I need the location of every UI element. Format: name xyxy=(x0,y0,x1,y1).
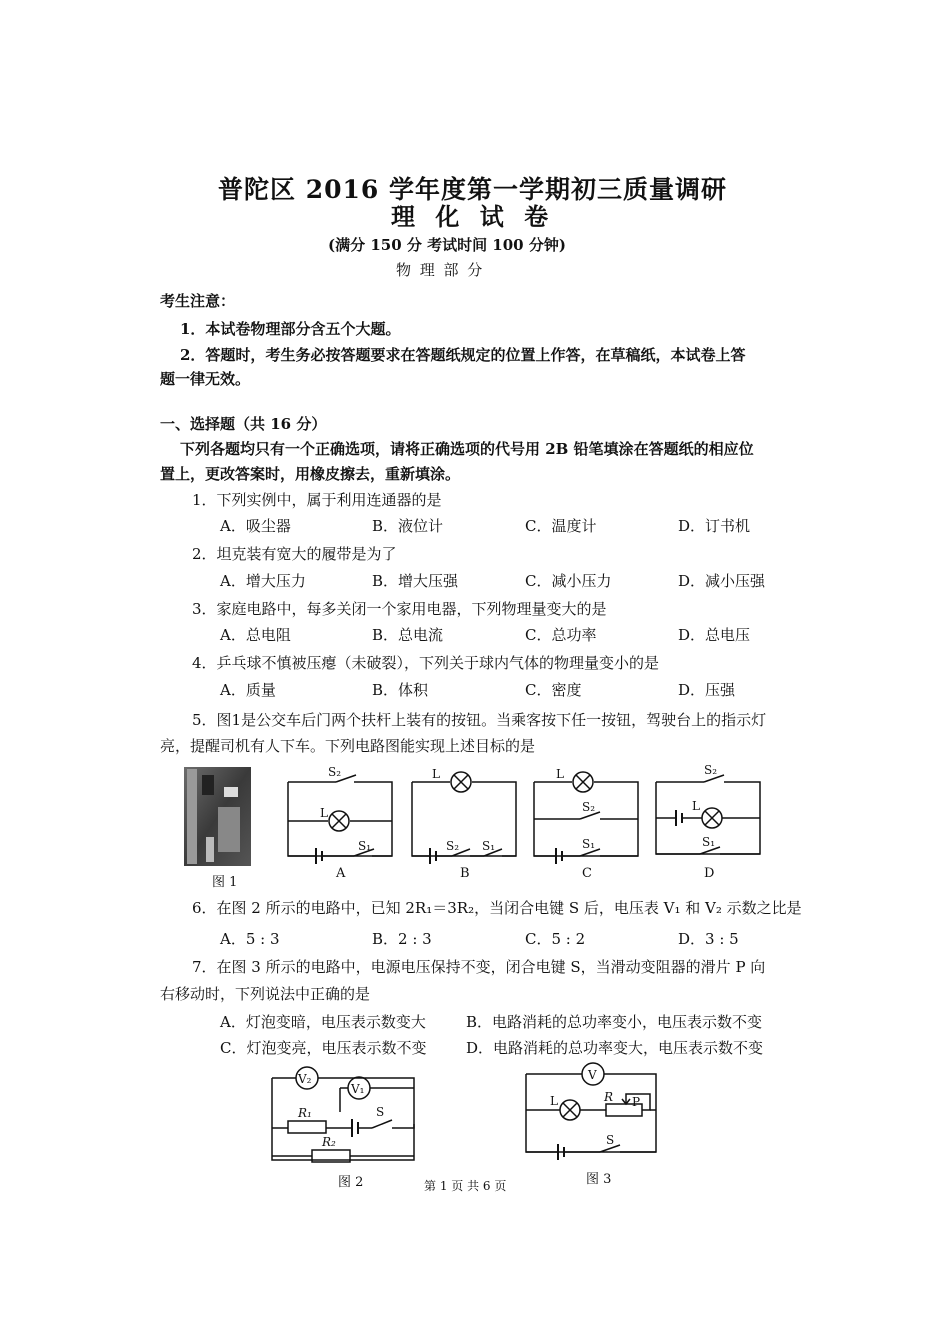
part1-heading: 一、选择题（共 16 分） xyxy=(160,415,327,433)
circuit-d-label: D xyxy=(704,866,715,881)
question-7-stem: 7．在图 3 所示的电路中，电源电压保持不变，闭合电键 S，当滑动变阻器的滑片 P 向 xyxy=(192,958,766,976)
q7-option-b: B．电路消耗的总功率变小，电压表示数不变 xyxy=(466,1013,763,1031)
question-5-stem-cont: 亮，提醒司机有人下车。下列电路图能实现上述目标的是 xyxy=(160,737,536,755)
part1-intro-cont: 置上，更改答案时，用橡皮擦去，重新填涂。 xyxy=(160,465,461,483)
circuit-b-diagram xyxy=(408,764,520,864)
circuit-d-s2-label: S₂ xyxy=(704,763,718,777)
q3-option-a: A．总电阻 xyxy=(220,626,291,644)
part1-intro: 下列各题均只有一个正确选项，请将正确选项的代号用 2B 铅笔填涂在答题纸的相应位 xyxy=(180,440,754,458)
notice-item-2: 2．答题时，考生务必按答题要求在答题纸规定的位置上作答，在草稿纸，本试卷上答 xyxy=(180,346,746,364)
figure-1-caption: 图 1 xyxy=(212,875,238,890)
question-4-stem: 4．乒乓球不慎被压瘪（未破裂），下列关于球内气体的物理量变小的是 xyxy=(192,654,660,672)
circuit-b-s2-label: S₂ xyxy=(446,839,460,853)
circuit-a-l-label: L xyxy=(320,806,328,820)
circuit-b-label: B xyxy=(460,866,470,881)
figure-2-r2-label: R₂ xyxy=(322,1135,336,1149)
exam-subtitle: 理 化 试 卷 xyxy=(391,202,555,231)
q2-option-c: C．减小压力 xyxy=(525,572,612,590)
q3-option-b: B．总电流 xyxy=(372,626,444,644)
q6-option-d: D．3 : 5 xyxy=(678,930,739,948)
figure-3-v-label: V xyxy=(588,1068,597,1082)
q7-option-c: C．灯泡变亮，电压表示数不变 xyxy=(220,1039,427,1057)
circuit-a-diagram xyxy=(284,764,396,864)
q3-option-c: C．总功率 xyxy=(525,626,597,644)
q4-option-b: B．体积 xyxy=(372,681,429,699)
circuit-a-label: A xyxy=(336,866,346,881)
figure-2-v1-label: V₁ xyxy=(351,1082,365,1096)
q2-option-a: A．增大压力 xyxy=(220,572,306,590)
figure-3-l-label: L xyxy=(550,1094,558,1108)
page-number: 第 1 页 共 6 页 xyxy=(424,1179,507,1193)
circuit-b-s1-label: S₁ xyxy=(482,839,496,853)
circuit-c-s2-label: S₂ xyxy=(582,800,596,814)
circuit-c-s1-label: S₁ xyxy=(582,837,596,851)
figure-2-circuit xyxy=(268,1064,422,1168)
q3-option-d: D．总电压 xyxy=(678,626,751,644)
figure-3-caption: 图 3 xyxy=(586,1172,612,1187)
question-6-stem: 6．在图 2 所示的电路中，已知 2R₁＝3R₂，当闭合电键 S 后，电压表 V₁ 和 V₂ 示数之比是 xyxy=(192,899,802,917)
q1-option-b: B．液位计 xyxy=(372,517,444,535)
question-5-stem: 5．图1是公交车后门两个扶杆上装有的按钮。当乘客按下任一按钮，驾驶台上的指示灯 xyxy=(192,711,767,729)
q2-option-d: D．减小压强 xyxy=(678,572,766,590)
circuit-a-s1-label: S₁ xyxy=(358,839,372,853)
q4-option-c: C．密度 xyxy=(525,681,582,699)
circuit-b-l-label: L xyxy=(432,767,440,781)
figure-2-s-label: S xyxy=(376,1105,385,1119)
circuit-d-l-label: L xyxy=(692,799,700,813)
q6-option-c: C．5 : 2 xyxy=(525,930,586,948)
question-1-stem: 1．下列实例中，属于利用连通器的是 xyxy=(192,491,442,509)
circuit-d-diagram xyxy=(652,762,764,862)
q1-option-a: A．吸尘器 xyxy=(220,517,291,535)
figure-3-p-label: P xyxy=(632,1095,641,1109)
figure-3-s-label: S xyxy=(606,1133,615,1147)
notice-item-1: 1．本试卷物理部分含五个大题。 xyxy=(180,320,401,338)
q7-option-d: D．电路消耗的总功率变大，电压表示数不变 xyxy=(466,1039,764,1057)
question-7-stem-cont: 右移动时，下列说法中正确的是 xyxy=(160,985,371,1003)
bus-handrail-photo xyxy=(184,767,251,866)
notice-item-2-cont: 题一律无效。 xyxy=(160,370,251,388)
q6-option-a: A．5 : 3 xyxy=(220,930,280,948)
question-2-stem: 2．坦克装有宽大的履带是为了 xyxy=(192,545,397,563)
circuit-d-s1-label: S₁ xyxy=(702,835,716,849)
q4-option-d: D．压强 xyxy=(678,681,736,699)
q1-option-c: C．温度计 xyxy=(525,517,597,535)
exam-title: 普陀区 2016 学年度第一学期初三质量调研 xyxy=(218,175,727,204)
figure-2-r1-label: R₁ xyxy=(298,1106,312,1120)
circuit-c-l-label: L xyxy=(556,767,564,781)
q7-option-a: A．灯泡变暗，电压表示数变大 xyxy=(220,1013,426,1031)
circuit-a-s2-label: S₂ xyxy=(328,765,342,779)
circuit-c-label: C xyxy=(582,866,592,881)
score-time: (满分 150 分 考试时间 100 分钟) xyxy=(328,236,566,254)
section-title: 物 理 部 分 xyxy=(396,261,485,279)
figure-2-v2-label: V₂ xyxy=(298,1072,312,1086)
question-3-stem: 3．家庭电路中，每多关闭一个家用电器，下列物理量变大的是 xyxy=(192,600,607,618)
q6-option-b: B．2 : 3 xyxy=(372,930,432,948)
figure-3-r-label: R xyxy=(604,1090,614,1104)
figure-3-circuit xyxy=(522,1060,664,1164)
circuit-c-diagram xyxy=(530,764,642,864)
q2-option-b: B．增大压强 xyxy=(372,572,459,590)
figure-2-caption: 图 2 xyxy=(338,1175,364,1190)
q1-option-d: D．订书机 xyxy=(678,517,751,535)
q4-option-a: A．质量 xyxy=(220,681,276,699)
notice-heading: 考生注意： xyxy=(160,292,236,310)
